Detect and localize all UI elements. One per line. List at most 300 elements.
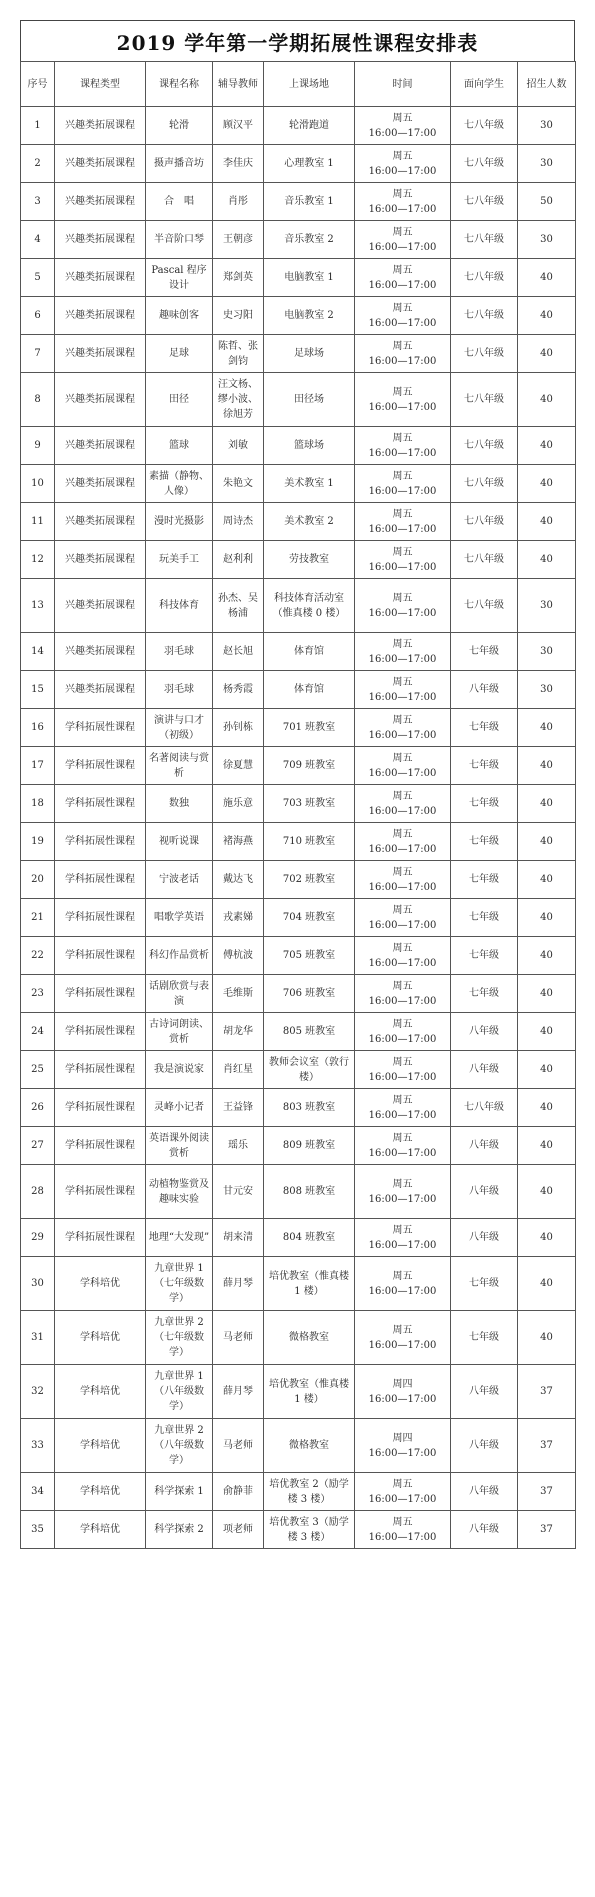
table-row	[21, 1311, 576, 1365]
table-row	[21, 297, 576, 335]
course-type-cell: 学科拓展性课程	[55, 785, 146, 823]
header-teacher: 辅导教师	[213, 62, 264, 107]
time-range: 16:00—17:00	[368, 485, 437, 497]
venue-cell: 体育馆	[264, 671, 355, 709]
teacher-cell: 瑶乐	[213, 1127, 264, 1165]
time-range: 16:00—17:00	[368, 919, 437, 931]
course-name-cell: 素描（静物、人像）	[146, 465, 213, 503]
venue-cell: 足球场	[264, 335, 355, 373]
row-number-cell: 5	[21, 259, 55, 297]
target-grade-cell: 七八年级	[451, 1089, 518, 1127]
table-row	[21, 541, 576, 579]
schedule-cell	[355, 259, 451, 297]
teacher-cell: 马老师	[213, 1419, 264, 1473]
schedule-cell	[355, 1127, 451, 1165]
row-number-cell: 18	[21, 785, 55, 823]
weekday: 周五	[392, 1270, 413, 1282]
enrollment-cell: 40	[518, 1311, 576, 1365]
time-range: 16:00—17:00	[368, 523, 437, 535]
teacher-cell: 傅杭波	[213, 937, 264, 975]
table-row	[21, 373, 576, 427]
teacher-cell: 胡龙华	[213, 1013, 264, 1051]
weekday: 周五	[392, 226, 413, 238]
weekday: 周五	[392, 904, 413, 916]
schedule-cell	[355, 1473, 451, 1511]
course-type-cell: 兴趣类拓展课程	[55, 503, 146, 541]
course-name-cell: Pascal 程序设计	[146, 259, 213, 297]
course-type-cell: 学科培优	[55, 1511, 146, 1549]
row-number-cell: 24	[21, 1013, 55, 1051]
row-number-cell: 3	[21, 183, 55, 221]
weekday: 周五	[392, 1224, 413, 1236]
venue-cell: 703 班教室	[264, 785, 355, 823]
time-range: 16:00—17:00	[368, 1531, 437, 1543]
venue-cell: 篮球场	[264, 427, 355, 465]
enrollment-cell: 40	[518, 975, 576, 1013]
course-type-cell: 学科拓展性课程	[55, 1219, 146, 1257]
table-row	[21, 937, 576, 975]
course-name-cell: 科学探索 1	[146, 1473, 213, 1511]
time-range: 16:00—17:00	[368, 447, 437, 459]
table-row	[21, 335, 576, 373]
course-name-cell: 九章世界 1（八年级数学）	[146, 1365, 213, 1419]
target-grade-cell: 七八年级	[451, 541, 518, 579]
venue-cell: 美术教室 1	[264, 465, 355, 503]
target-grade-cell: 八年级	[451, 1127, 518, 1165]
enrollment-cell: 40	[518, 503, 576, 541]
row-number-cell: 15	[21, 671, 55, 709]
target-grade-cell: 八年级	[451, 1051, 518, 1089]
schedule-cell	[355, 1419, 451, 1473]
table-row	[21, 823, 576, 861]
course-name-cell: 漫时光摄影	[146, 503, 213, 541]
time-range: 16:00—17:00	[368, 691, 437, 703]
table-row	[21, 107, 576, 145]
target-grade-cell: 七年级	[451, 785, 518, 823]
enrollment-cell: 37	[518, 1473, 576, 1511]
enrollment-cell: 40	[518, 861, 576, 899]
course-type-cell: 学科拓展性课程	[55, 937, 146, 975]
time-range: 16:00—17:00	[368, 1071, 437, 1083]
time-range: 16:00—17:00	[368, 1393, 437, 1405]
course-type-cell: 学科培优	[55, 1419, 146, 1473]
time-range: 16:00—17:00	[368, 355, 437, 367]
target-grade-cell: 七年级	[451, 975, 518, 1013]
time-range: 16:00—17:00	[368, 401, 437, 413]
enrollment-cell: 50	[518, 183, 576, 221]
course-name-cell: 轮滑	[146, 107, 213, 145]
teacher-cell: 王朝彦	[213, 221, 264, 259]
enrollment-cell: 40	[518, 1219, 576, 1257]
weekday: 周五	[392, 1094, 413, 1106]
enrollment-cell: 37	[518, 1511, 576, 1549]
time-range: 16:00—17:00	[368, 317, 437, 329]
table-row	[21, 579, 576, 633]
schedule-cell	[355, 183, 451, 221]
table-row	[21, 221, 576, 259]
weekday: 周五	[392, 676, 413, 688]
weekday: 周五	[392, 432, 413, 444]
course-type-cell: 学科拓展性课程	[55, 899, 146, 937]
weekday: 周五	[392, 112, 413, 124]
course-type-cell: 兴趣类拓展课程	[55, 107, 146, 145]
venue-cell: 705 班教室	[264, 937, 355, 975]
row-number-cell: 35	[21, 1511, 55, 1549]
table-row	[21, 1365, 576, 1419]
time-range: 16:00—17:00	[368, 203, 437, 215]
table-row	[21, 465, 576, 503]
course-type-cell: 兴趣类拓展课程	[55, 633, 146, 671]
time-range: 16:00—17:00	[368, 1339, 437, 1351]
schedule-cell	[355, 747, 451, 785]
schedule-cell	[355, 1089, 451, 1127]
row-number-cell: 13	[21, 579, 55, 633]
course-name-cell: 合 唱	[146, 183, 213, 221]
header-place: 上课场地	[264, 62, 355, 107]
time-range: 16:00—17:00	[368, 165, 437, 177]
schedule-cell	[355, 427, 451, 465]
course-type-cell: 学科拓展性课程	[55, 1051, 146, 1089]
target-grade-cell: 七八年级	[451, 503, 518, 541]
schedule-cell	[355, 899, 451, 937]
enrollment-cell: 30	[518, 633, 576, 671]
teacher-cell: 郑剑英	[213, 259, 264, 297]
schedule-cell	[355, 709, 451, 747]
teacher-cell: 刘敏	[213, 427, 264, 465]
table-header-row	[21, 62, 576, 107]
weekday: 周五	[392, 828, 413, 840]
enrollment-cell: 30	[518, 221, 576, 259]
schedule-cell	[355, 1051, 451, 1089]
header-name: 课程名称	[146, 62, 213, 107]
course-type-cell: 学科培优	[55, 1257, 146, 1311]
teacher-cell: 胡来清	[213, 1219, 264, 1257]
time-range: 16:00—17:00	[368, 561, 437, 573]
schedule-cell	[355, 1365, 451, 1419]
target-grade-cell: 七年级	[451, 823, 518, 861]
teacher-cell: 李佳庆	[213, 145, 264, 183]
course-name-cell: 篮球	[146, 427, 213, 465]
weekday: 周五	[392, 264, 413, 276]
course-type-cell: 学科拓展性课程	[55, 1127, 146, 1165]
table-row	[21, 1257, 576, 1311]
schedule-cell	[355, 975, 451, 1013]
teacher-cell: 肖红星	[213, 1051, 264, 1089]
venue-cell: 电脑教室 2	[264, 297, 355, 335]
row-number-cell: 14	[21, 633, 55, 671]
weekday: 周五	[392, 1516, 413, 1528]
table-row	[21, 671, 576, 709]
weekday: 周五	[392, 302, 413, 314]
schedule-cell	[355, 1311, 451, 1365]
table-row	[21, 1127, 576, 1165]
course-type-cell: 兴趣类拓展课程	[55, 183, 146, 221]
weekday: 周四	[392, 1378, 413, 1390]
course-name-cell: 英语课外阅读赏析	[146, 1127, 213, 1165]
target-grade-cell: 七八年级	[451, 221, 518, 259]
table-row	[21, 1219, 576, 1257]
enrollment-cell: 40	[518, 785, 576, 823]
table-row	[21, 633, 576, 671]
row-number-cell: 21	[21, 899, 55, 937]
course-type-cell: 学科拓展性课程	[55, 823, 146, 861]
teacher-cell: 王益锋	[213, 1089, 264, 1127]
time-range: 16:00—17:00	[368, 1493, 437, 1505]
row-number-cell: 17	[21, 747, 55, 785]
time-range: 16:00—17:00	[368, 767, 437, 779]
venue-cell: 电脑教室 1	[264, 259, 355, 297]
venue-cell: 701 班教室	[264, 709, 355, 747]
venue-cell: 704 班教室	[264, 899, 355, 937]
venue-cell: 培优教室 2（励学楼 3 楼）	[264, 1473, 355, 1511]
schedule-cell	[355, 785, 451, 823]
teacher-cell: 褚海燕	[213, 823, 264, 861]
enrollment-cell: 40	[518, 259, 576, 297]
venue-cell: 音乐教室 1	[264, 183, 355, 221]
row-number-cell: 20	[21, 861, 55, 899]
row-number-cell: 16	[21, 709, 55, 747]
schedule-cell	[355, 1165, 451, 1219]
target-grade-cell: 七八年级	[451, 259, 518, 297]
time-range: 16:00—17:00	[368, 607, 437, 619]
time-range: 16:00—17:00	[368, 1033, 437, 1045]
teacher-cell: 戴达飞	[213, 861, 264, 899]
target-grade-cell: 七八年级	[451, 427, 518, 465]
teacher-cell: 薛月琴	[213, 1365, 264, 1419]
target-grade-cell: 七八年级	[451, 297, 518, 335]
table-row	[21, 709, 576, 747]
weekday: 周五	[392, 790, 413, 802]
table-row	[21, 1419, 576, 1473]
teacher-cell: 马老师	[213, 1311, 264, 1365]
teacher-cell: 赵长旭	[213, 633, 264, 671]
enrollment-cell: 40	[518, 709, 576, 747]
course-type-cell: 兴趣类拓展课程	[55, 541, 146, 579]
weekday: 周五	[392, 752, 413, 764]
header-time: 时间	[355, 62, 451, 107]
row-number-cell: 8	[21, 373, 55, 427]
table-row	[21, 1511, 576, 1549]
schedule-cell	[355, 861, 451, 899]
time-range: 16:00—17:00	[368, 843, 437, 855]
course-name-cell: 羽毛球	[146, 633, 213, 671]
page-title: 2019 学年第一学期拓展性课程安排表	[20, 20, 575, 61]
row-number-cell: 22	[21, 937, 55, 975]
time-range: 16:00—17:00	[368, 729, 437, 741]
course-name-cell: 科技体育	[146, 579, 213, 633]
course-type-cell: 学科培优	[55, 1473, 146, 1511]
time-range: 16:00—17:00	[368, 1447, 437, 1459]
course-type-cell: 学科拓展性课程	[55, 1165, 146, 1219]
target-grade-cell: 七年级	[451, 899, 518, 937]
enrollment-cell: 40	[518, 1165, 576, 1219]
venue-cell: 教师会议室（敦行楼）	[264, 1051, 355, 1089]
teacher-cell: 孙钊栋	[213, 709, 264, 747]
course-name-cell: 玩美手工	[146, 541, 213, 579]
course-type-cell: 兴趣类拓展课程	[55, 671, 146, 709]
course-name-cell: 唱歌学英语	[146, 899, 213, 937]
target-grade-cell: 七年级	[451, 1257, 518, 1311]
weekday: 周五	[392, 1056, 413, 1068]
course-name-cell: 动植物鉴赏及趣味实验	[146, 1165, 213, 1219]
venue-cell: 805 班教室	[264, 1013, 355, 1051]
venue-cell: 科技体育活动室（惟真楼 0 楼）	[264, 579, 355, 633]
course-name-cell: 古诗词朗读、赏析	[146, 1013, 213, 1051]
row-number-cell: 29	[21, 1219, 55, 1257]
row-number-cell: 11	[21, 503, 55, 541]
teacher-cell: 施乐意	[213, 785, 264, 823]
weekday: 周五	[392, 942, 413, 954]
venue-cell: 音乐教室 2	[264, 221, 355, 259]
teacher-cell: 甘元安	[213, 1165, 264, 1219]
course-name-cell: 九章世界 1（七年级数学）	[146, 1257, 213, 1311]
weekday: 周五	[392, 866, 413, 878]
enrollment-cell: 40	[518, 1013, 576, 1051]
table-row	[21, 785, 576, 823]
target-grade-cell: 八年级	[451, 1165, 518, 1219]
row-number-cell: 27	[21, 1127, 55, 1165]
course-type-cell: 兴趣类拓展课程	[55, 297, 146, 335]
course-name-cell: 视听说课	[146, 823, 213, 861]
target-grade-cell: 八年级	[451, 1013, 518, 1051]
schedule-cell	[355, 373, 451, 427]
course-name-cell: 灵峰小记者	[146, 1089, 213, 1127]
time-range: 16:00—17:00	[368, 1193, 437, 1205]
row-number-cell: 9	[21, 427, 55, 465]
weekday: 周四	[392, 1432, 413, 1444]
enrollment-cell: 30	[518, 579, 576, 633]
schedule-cell	[355, 1511, 451, 1549]
header-type: 课程类型	[55, 62, 146, 107]
course-name-cell: 摄声播音坊	[146, 145, 213, 183]
schedule-cell	[355, 633, 451, 671]
row-number-cell: 25	[21, 1051, 55, 1089]
course-name-cell: 演讲与口才（初级）	[146, 709, 213, 747]
enrollment-cell: 40	[518, 335, 576, 373]
target-grade-cell: 七年级	[451, 633, 518, 671]
target-grade-cell: 八年级	[451, 1473, 518, 1511]
course-type-cell: 学科培优	[55, 1365, 146, 1419]
course-name-cell: 地理“大发现”	[146, 1219, 213, 1257]
row-number-cell: 33	[21, 1419, 55, 1473]
time-range: 16:00—17:00	[368, 1285, 437, 1297]
teacher-cell: 陈哲、张剑钧	[213, 335, 264, 373]
time-range: 16:00—17:00	[368, 241, 437, 253]
schedule-table	[20, 61, 576, 1549]
schedule-cell	[355, 145, 451, 183]
schedule-cell	[355, 1219, 451, 1257]
venue-cell: 轮滑跑道	[264, 107, 355, 145]
schedule-cell	[355, 1257, 451, 1311]
enrollment-cell: 37	[518, 1419, 576, 1473]
course-name-cell: 科学探索 2	[146, 1511, 213, 1549]
weekday: 周五	[392, 188, 413, 200]
target-grade-cell: 七八年级	[451, 465, 518, 503]
schedule-cell	[355, 503, 451, 541]
time-range: 16:00—17:00	[368, 279, 437, 291]
enrollment-cell: 40	[518, 1089, 576, 1127]
weekday: 周五	[392, 1018, 413, 1030]
course-name-cell: 科幻作品赏析	[146, 937, 213, 975]
teacher-cell: 徐夏慧	[213, 747, 264, 785]
venue-cell: 美术教室 2	[264, 503, 355, 541]
course-name-cell: 话剧欣赏与表演	[146, 975, 213, 1013]
target-grade-cell: 七年级	[451, 937, 518, 975]
weekday: 周五	[392, 546, 413, 558]
time-range: 16:00—17:00	[368, 805, 437, 817]
teacher-cell: 汪文杨、缪小波、徐旭芳	[213, 373, 264, 427]
teacher-cell: 薛月琴	[213, 1257, 264, 1311]
course-type-cell: 学科拓展性课程	[55, 861, 146, 899]
venue-cell: 803 班教室	[264, 1089, 355, 1127]
teacher-cell: 赵利利	[213, 541, 264, 579]
weekday: 周五	[392, 592, 413, 604]
enrollment-cell: 40	[518, 297, 576, 335]
row-number-cell: 30	[21, 1257, 55, 1311]
venue-cell: 田径场	[264, 373, 355, 427]
table-row	[21, 503, 576, 541]
weekday: 周五	[392, 980, 413, 992]
time-range: 16:00—17:00	[368, 127, 437, 139]
course-type-cell: 学科拓展性课程	[55, 1013, 146, 1051]
course-type-cell: 兴趣类拓展课程	[55, 259, 146, 297]
enrollment-cell: 40	[518, 427, 576, 465]
schedule-cell	[355, 579, 451, 633]
weekday: 周五	[392, 1324, 413, 1336]
course-type-cell: 兴趣类拓展课程	[55, 335, 146, 373]
venue-cell: 微格教室	[264, 1311, 355, 1365]
row-number-cell: 10	[21, 465, 55, 503]
venue-cell: 微格教室	[264, 1419, 355, 1473]
course-name-cell: 数独	[146, 785, 213, 823]
table-row	[21, 145, 576, 183]
teacher-cell: 史习阳	[213, 297, 264, 335]
row-number-cell: 1	[21, 107, 55, 145]
header-no: 序号	[21, 62, 55, 107]
enrollment-cell: 40	[518, 747, 576, 785]
target-grade-cell: 八年级	[451, 1511, 518, 1549]
schedule-cell	[355, 823, 451, 861]
row-number-cell: 32	[21, 1365, 55, 1419]
course-type-cell: 兴趣类拓展课程	[55, 221, 146, 259]
enrollment-cell: 30	[518, 107, 576, 145]
target-grade-cell: 七年级	[451, 1311, 518, 1365]
row-number-cell: 4	[21, 221, 55, 259]
table-row	[21, 427, 576, 465]
row-number-cell: 31	[21, 1311, 55, 1365]
teacher-cell: 俞静菲	[213, 1473, 264, 1511]
table-row	[21, 1013, 576, 1051]
schedule-cell	[355, 297, 451, 335]
row-number-cell: 12	[21, 541, 55, 579]
venue-cell: 809 班教室	[264, 1127, 355, 1165]
enrollment-cell: 37	[518, 1365, 576, 1419]
weekday: 周五	[392, 1478, 413, 1490]
time-range: 16:00—17:00	[368, 957, 437, 969]
time-range: 16:00—17:00	[368, 653, 437, 665]
course-type-cell: 兴趣类拓展课程	[55, 579, 146, 633]
table-row	[21, 747, 576, 785]
venue-cell: 培优教室（惟真楼 1 楼）	[264, 1365, 355, 1419]
target-grade-cell: 七八年级	[451, 335, 518, 373]
target-grade-cell: 七八年级	[451, 373, 518, 427]
header-count: 招生人数	[518, 62, 576, 107]
venue-cell: 808 班教室	[264, 1165, 355, 1219]
enrollment-cell: 40	[518, 465, 576, 503]
teacher-cell: 顾汉平	[213, 107, 264, 145]
row-number-cell: 7	[21, 335, 55, 373]
target-grade-cell: 八年级	[451, 1365, 518, 1419]
